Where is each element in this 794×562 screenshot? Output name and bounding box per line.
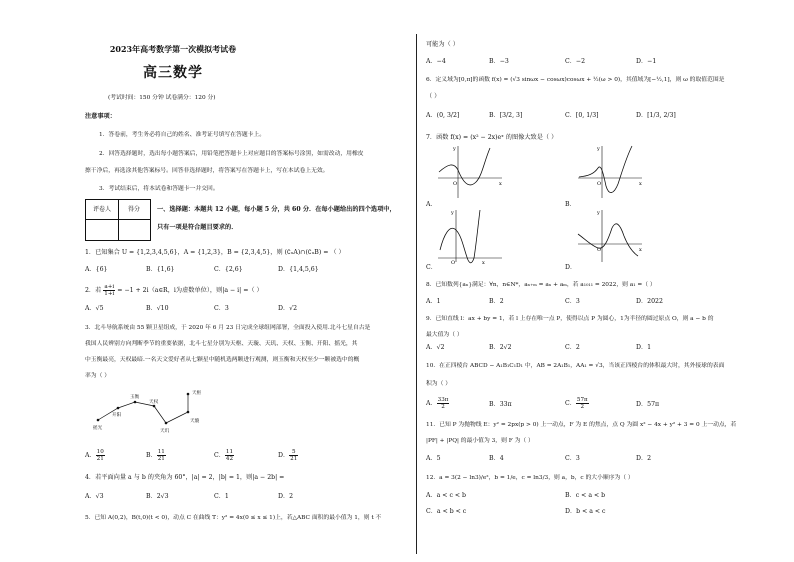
star-tianquan <box>153 405 156 408</box>
big-dipper-lines <box>98 394 188 423</box>
q3-a-den: 21 <box>96 456 104 462</box>
q2-fraction <box>103 284 115 297</box>
q10-option-b: B．33π <box>489 401 512 408</box>
q7-b-curve <box>579 146 632 193</box>
q8-option-d: D．2022 <box>636 298 663 305</box>
q4-option-b: B．2√3 <box>146 493 169 500</box>
q3-d-den: 21 <box>290 456 298 462</box>
q7-stem: 7．函数 f(x) = (x² − 2x)eˣ 的图像大致是（ ） <box>426 134 558 141</box>
q10-a-num: 33π <box>437 397 449 403</box>
q7-c-curve <box>440 228 474 263</box>
q1-option-c: C．{2,6} <box>214 266 243 273</box>
column-divider <box>416 34 417 554</box>
star-tianji <box>165 422 168 425</box>
q10-a-den: 2 <box>441 404 445 410</box>
q10-c-den: 2 <box>580 404 585 410</box>
score-table <box>85 199 151 241</box>
q9-option-b: B．2√2 <box>489 344 512 351</box>
note-3: 3．考试结束后，将本试卷和答题卡一并交回。 <box>99 186 219 192</box>
q12-option-a: A．a < c < b <box>426 492 467 499</box>
q2-stem-post: = −1 + 2i（a∈R，i为虚数单位），则|a − i| =（ ） <box>117 287 263 294</box>
q7-c-y-label: y <box>451 210 454 216</box>
q3-option-c-frac <box>225 449 234 462</box>
exam-info: (考试时间：150 分钟 试卷满分：120 分) <box>108 95 216 101</box>
q3-option-b <box>146 449 166 462</box>
star-yuheng <box>134 401 137 404</box>
q7-d-curve <box>578 224 638 256</box>
note-2-cont: 擦干净后，再选涂其他答案标号。回答非选择题时，将答案写在答题卡上，写在本试卷上无效。 <box>85 168 329 174</box>
note-2: 2．回答选择题时，选出每小题答案后，用铅笔把答题卡上对应题目的答案标号涂黑，如需改动，用橡皮 <box>99 151 364 157</box>
q9-line-1: 9．已知直线 l：ax + by = 1，若 l 上存在唯一点 P，使得以点 P 为圆心，1为半径的圆过原点 O，则 a − b 的 <box>426 316 714 322</box>
q12-option-c: C．a < b < c <box>426 508 467 515</box>
q7-b-x-label: x <box>639 181 642 187</box>
score-table-line <box>118 219 119 240</box>
q7-d-x-label: x <box>639 247 642 253</box>
q5-stem-cont: 可能为（ ） <box>426 41 459 48</box>
q6-paren: （ ） <box>426 93 441 100</box>
q12-option-d: D．b < a < c <box>565 508 606 515</box>
q7-c-curve-right <box>474 210 480 258</box>
note-1: 1．答卷前，考生务必将自己的姓名、准考证号填写在答题卡上。 <box>99 132 266 138</box>
q7-option-d: D． <box>565 264 577 271</box>
section-1-line-2: 只有一项是符合题目要求的． <box>157 224 238 231</box>
q3-line-2: 我国人民辨别方向判断季节的重要依据，北斗七星分别为天枢、天璇、天玑、天权、玉衡、开阳、摇光，其 <box>85 341 358 347</box>
big-dipper-figure <box>88 386 218 446</box>
q3-c-den: 42 <box>225 456 234 462</box>
q10-option-a-frac <box>437 397 450 410</box>
q5-option-a: A．−4 <box>426 58 446 65</box>
q3-option-b-frac <box>157 449 166 462</box>
star-label-tianji: 天玑 <box>160 429 170 434</box>
q2-stem-pre: 2．若 <box>85 287 102 294</box>
star-label-kaiyang: 开阳 <box>112 413 122 418</box>
notes-title: 注意事项： <box>85 113 116 120</box>
q10-option-c-label: C． <box>565 400 576 407</box>
section-1-line-1: 一、选择题：本题共 12 小题，每小题 5 分，共 60 分．在每小题给出的四个选项中， <box>157 206 396 213</box>
score-table-grader: 评卷人 <box>86 200 119 220</box>
q3-line-3: 中玉衡最亮，天权最暗.一名天文爱好者从七颗星中随机选两颗进行观测，则玉衡和天权至少一颗被选中的概 <box>85 357 360 363</box>
exam-title: 2023年高考数学第一次模拟考试卷 <box>109 44 237 54</box>
q7-b-origin: O <box>597 181 602 187</box>
q7-a-origin: O <box>453 181 458 187</box>
q7-graph-a <box>436 142 506 200</box>
q1-option-d: D．{1,4,5,6} <box>278 266 319 273</box>
q11-option-a: A．5 <box>426 455 441 462</box>
q9-option-c: C．2 <box>565 344 580 351</box>
star-label-yuheng: 玉衡 <box>130 395 140 400</box>
q10-option-a-label: A． <box>426 400 437 407</box>
score-table-score: 得分 <box>118 200 150 220</box>
q3-line-4: 率为（ ） <box>85 373 111 379</box>
q7-option-c: C． <box>426 264 437 271</box>
q7-graph-b <box>576 142 646 200</box>
q2-option-b: B．√10 <box>146 305 169 312</box>
q5-option-d: D．−1 <box>636 58 657 65</box>
q7-graph-d <box>576 206 646 264</box>
q3-option-a-label: A． <box>85 452 96 459</box>
q7-c-x-label: x <box>482 260 485 264</box>
star-label-tianquan: 天权 <box>149 400 159 405</box>
q7-option-b: B． <box>565 201 576 208</box>
q3-c-num: 11 <box>225 449 234 455</box>
q1-option-b: B．{1,6} <box>146 266 175 273</box>
star-tianxuan <box>187 411 190 414</box>
q7-d-y-label: y <box>597 210 600 216</box>
q3-b-num: 11 <box>157 449 165 455</box>
q2-frac-den: 1+i <box>104 291 115 297</box>
q8-stem: 8．已知数列{aₙ}满足：∀n，n∈N*，aₙ₊ₘ = aₙ + aₘ，若 a₁₀₁₁ = 2022，则 a₁ =（ ） <box>426 282 656 288</box>
q5-stem: 5．已知 A(0,2)，B(t,0)(t < 0)，动点 C 在曲线 T：y² = 4x(0 ≤ x ≤ 1)上，若△ABC 面积的最小值为 1，则 t 不 <box>85 515 382 521</box>
q6-option-d: D．[1/3, 2/3] <box>636 112 676 119</box>
star-kaiyang <box>117 407 120 410</box>
q10-option-c-frac <box>576 397 589 410</box>
q3-option-d-frac <box>289 449 298 462</box>
q1-option-a: A．{6} <box>85 266 108 273</box>
q3-d-num: 5 <box>289 449 298 456</box>
star-label-yaoguang: 摇光 <box>93 426 103 431</box>
q3-option-a-frac <box>96 449 105 462</box>
q2-frac-num: a+i <box>104 284 115 290</box>
subject-title: 高三数学 <box>143 65 203 81</box>
q7-graph-c <box>436 206 506 264</box>
q10-line-1: 10．在正四棱台 ABCD − A₁B₁C₁D₁ 中，AB = 2A₁B₁，AA₁ = √3，当该正四棱台的体积最大时，其外接球的表面 <box>426 363 725 369</box>
q3-option-d <box>278 449 298 462</box>
q10-option-a <box>426 397 449 410</box>
q2-option-c: C．3 <box>214 305 229 312</box>
q12-stem: 12．a = 3(2 − ln3)/e²，b = 1/e，c = ln3/3，则 a，b，c 的大小顺序为（ ） <box>426 475 634 481</box>
q3-option-a <box>85 449 105 462</box>
q2-option-a: A．√5 <box>85 305 104 312</box>
q4-option-a: A．√3 <box>85 493 104 500</box>
star-tianshu <box>187 393 190 396</box>
q11-option-c: C．3 <box>565 455 580 462</box>
q3-a-num: 10 <box>96 449 104 455</box>
star-label-tianshu: 天枢 <box>192 391 202 396</box>
q3-line-1: 3．北斗导航系统由 55 颗卫星组成，于 2020 年 6 月 23 日完成全球组网部署，全面投入使用.北斗七星自古是 <box>85 325 371 331</box>
q9-option-d: D．1 <box>636 344 652 351</box>
q3-option-c <box>214 449 234 462</box>
q11-line-1: 11．已知 P 为抛物线 E：y² = 2px(p > 0) 上一动点，F 为 E 的焦点，点 Q 为圆 x² − 4x + y² + 3 = 0 上一动点，若 <box>426 422 737 428</box>
q12-option-b: B．c < a < b <box>565 492 606 499</box>
q8-option-c: C．3 <box>565 298 580 305</box>
q11-option-b: B．4 <box>489 455 504 462</box>
q6-option-c: C．[0, 1/3] <box>565 112 599 119</box>
q4-option-c: C．1 <box>214 493 229 500</box>
q7-b-y-label: y <box>597 146 600 152</box>
q11-option-d: D．2 <box>636 455 652 462</box>
q6-option-b: B．[3/2, 3] <box>489 112 523 119</box>
q11-line-2: |PF| + |PQ| 的最小值为 3，则 F 为（ ） <box>426 438 534 444</box>
q10-c-num: 57π <box>576 397 588 403</box>
q6-option-a: A．(0, 3/2] <box>426 112 460 119</box>
q1-stem: 1．已知集合 U = {1,2,3,4,5,6}，A = {1,2,3}，B = {2,3,4,5}，则 (∁ᵤA)∩(∁ᵤB) = （ ） <box>85 249 345 256</box>
q7-a-y-label: y <box>453 146 456 152</box>
q3-option-d-label: D． <box>278 452 290 459</box>
q2-stem <box>85 284 263 297</box>
q10-line-2: 积为（ ） <box>426 381 452 387</box>
q7-a-x-label: x <box>499 181 502 187</box>
q4-stem: 4．若平面向量 a 与 b 的夹角为 60°，|a| = 2，|b| = 1，则|a − 2b| = <box>85 474 285 481</box>
q10-option-c <box>565 397 589 410</box>
q6-stem: 6．定义域为[0,π]的函数 f(x) = (√3 sinωx − cosωx)cosωx + ½(ω > 0)，其值域为[−½,1]，则 ω 的取值范围是 <box>426 77 725 83</box>
q5-option-c: C．−2 <box>565 58 586 65</box>
q8-option-b: B．2 <box>489 298 504 305</box>
q9-option-a: A．√2 <box>426 344 445 351</box>
star-yaoguang <box>97 419 100 422</box>
q3-b-den: 21 <box>157 456 165 462</box>
q7-option-a: A． <box>426 201 437 208</box>
q8-option-a: A．1 <box>426 298 441 305</box>
q7-d-origin: O <box>597 247 602 253</box>
q7-a-curve <box>439 148 490 185</box>
q4-option-d: D．2 <box>278 493 294 500</box>
q3-option-c-label: C． <box>214 452 225 459</box>
q7-c-origin: O <box>451 260 456 264</box>
q2-option-d: D．√2 <box>278 305 298 312</box>
q3-option-b-label: B． <box>146 452 157 459</box>
q5-option-b: B．−3 <box>489 58 509 65</box>
q10-option-d: D．57π <box>636 401 660 408</box>
star-label-tianxuan: 天璇 <box>190 419 200 424</box>
q9-line-2: 最大值为（ ） <box>426 332 463 338</box>
